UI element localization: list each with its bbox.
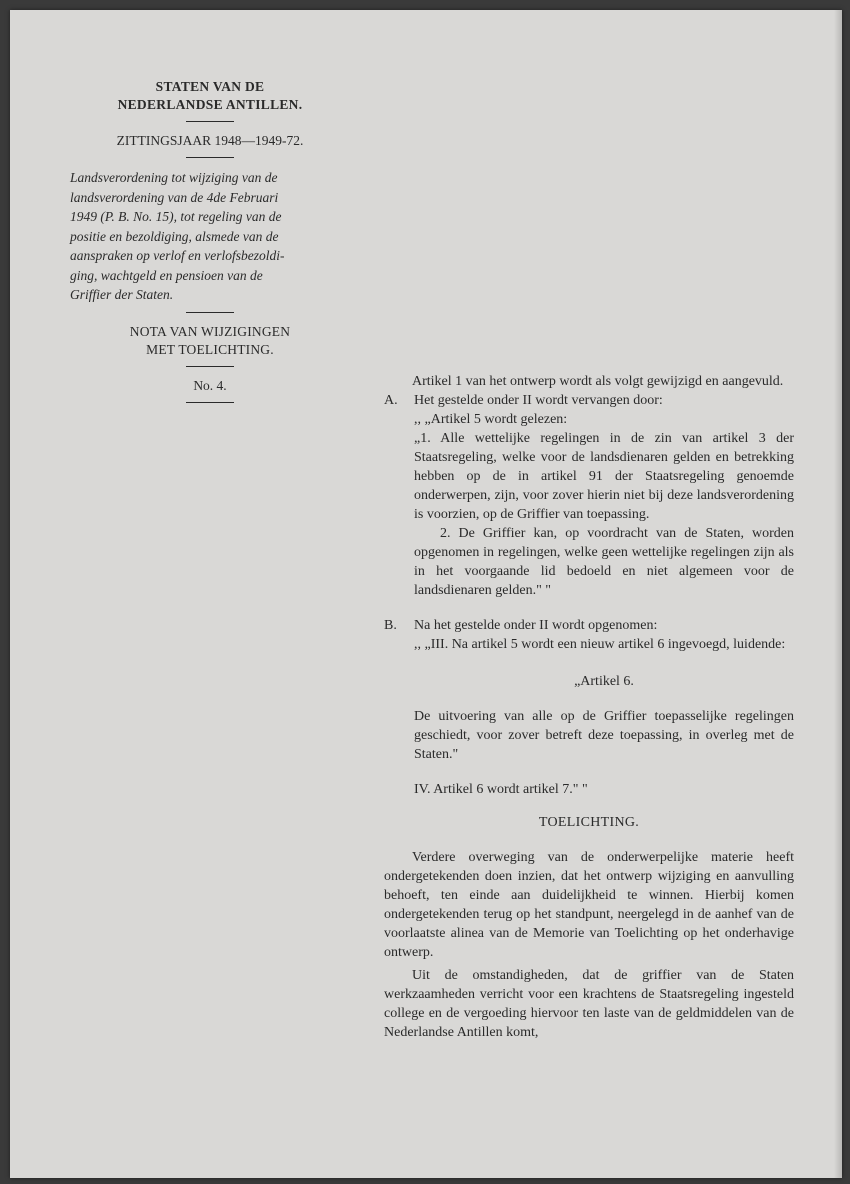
section-b-quote-head: ,, „III. Na artikel 5 wordt een nieuw artikel 6 ingevoegd, luidende: bbox=[414, 637, 786, 652]
header-column bbox=[60, 78, 360, 413]
subject-line: 1949 (P. B. No. 15), tot regeling van de bbox=[70, 209, 282, 224]
divider bbox=[186, 366, 234, 367]
divider bbox=[186, 402, 234, 403]
section-a-text: Het gestelde onder II wordt vervangen door: bbox=[414, 393, 663, 408]
spacer bbox=[414, 764, 794, 780]
intro-paragraph: Artikel 1 van het ontwerp wordt als volgt gewijzigd en aangevuld. bbox=[412, 374, 784, 389]
article6-heading: „Artikel 6. bbox=[574, 674, 634, 689]
org-title-line2: NEDERLANDSE ANTILLEN. bbox=[117, 97, 303, 112]
section-b bbox=[384, 616, 794, 635]
ordinance-subject bbox=[70, 168, 360, 305]
subject-line: positie en bezoldiging, alsmede van de bbox=[70, 228, 279, 244]
org-title-line1: STATEN VAN DE bbox=[155, 79, 265, 94]
spacer bbox=[384, 600, 794, 616]
toelichting-heading: TOELICHTING. bbox=[538, 815, 640, 830]
nota-title bbox=[60, 323, 360, 359]
toelichting-para2: Uit de omstandigheden, dat de griffier van de Staten werkzaamheden verricht voor een krachtens de Staatsregeling ingesteld college en de vergoeding hiervoor ten laste van de geldmiddelen van de Nederlandse Antillen komt, bbox=[384, 968, 794, 1040]
section-a-quote bbox=[384, 410, 794, 600]
nota-title-line1: NOTA VAN WIJZIGINGEN bbox=[129, 323, 291, 339]
divider bbox=[186, 121, 234, 122]
subject-line: aanspraken op verlof en verlofsbezoldi- bbox=[70, 248, 285, 263]
article5-para1: „1. Alle wettelijke regelingen in de zin van artikel 3 der Staatsregeling, welke voor de landsdienaren gelden en betrekking hebben op de in artikel 91 der Staatsregeling genoemde onderwerpen, zijn, voor zover hierin niet bij deze landsverordening is voorzien, op de Griffier van toepassing. bbox=[414, 431, 794, 522]
subject-line: ging, wachtgeld en pensioen van de bbox=[70, 267, 263, 283]
item-iv: IV. Artikel 6 wordt artikel 7." " bbox=[414, 782, 588, 797]
section-b-quote bbox=[384, 635, 794, 799]
nota-title-line2: MET TOELICHTING. bbox=[146, 341, 274, 357]
article6-text: De uitvoering van alle op de Griffier toepasselijke regelingen geschiedt, voor zover betreft deze toepassing, in overleg met de Staten." bbox=[414, 709, 794, 762]
org-title bbox=[60, 78, 360, 114]
body-column bbox=[384, 372, 794, 1042]
section-b-text: Na het gestelde onder II wordt opgenomen: bbox=[414, 618, 658, 633]
subject-line: landsverordening van de 4de Februari bbox=[70, 189, 279, 205]
session-year: ZITTINGSJAAR 1948—1949-72. bbox=[116, 133, 304, 148]
document-page bbox=[10, 10, 842, 1178]
section-b-label: B. bbox=[384, 618, 397, 633]
document-number: No. 4. bbox=[193, 377, 227, 393]
subject-line: Landsverordening tot wijziging van de bbox=[70, 170, 278, 185]
section-a-label: A. bbox=[384, 393, 398, 408]
divider bbox=[186, 312, 234, 313]
subject-line: Griffier der Staten. bbox=[70, 287, 174, 302]
toelichting-para1: Verdere overweging van de onderwerpelijke materie heeft ondergetekenden doen inzien, dat het ontwerp wijziging en aanvulling behoeft, ten einde aan duidelijkheid te winnen. Hierbij komen ondergetekenden terug op het standpunt, neergelegd in de aanhef van de voorlaatste alinea van de Memorie van Toelichting op het onderhavige ontwerp. bbox=[384, 850, 794, 960]
divider bbox=[186, 157, 234, 158]
section-a bbox=[384, 391, 794, 410]
section-a-quote-head: ,, „Artikel 5 wordt gelezen: bbox=[414, 412, 568, 427]
article5-para2: 2. De Griffier kan, op voordracht van de Staten, worden opgenomen in regelingen, welke geen wettelijke regelingen zijn als in het voorgaande lid bedoeld en niet algemeen voor de landsdienaren gelden." " bbox=[414, 526, 794, 598]
